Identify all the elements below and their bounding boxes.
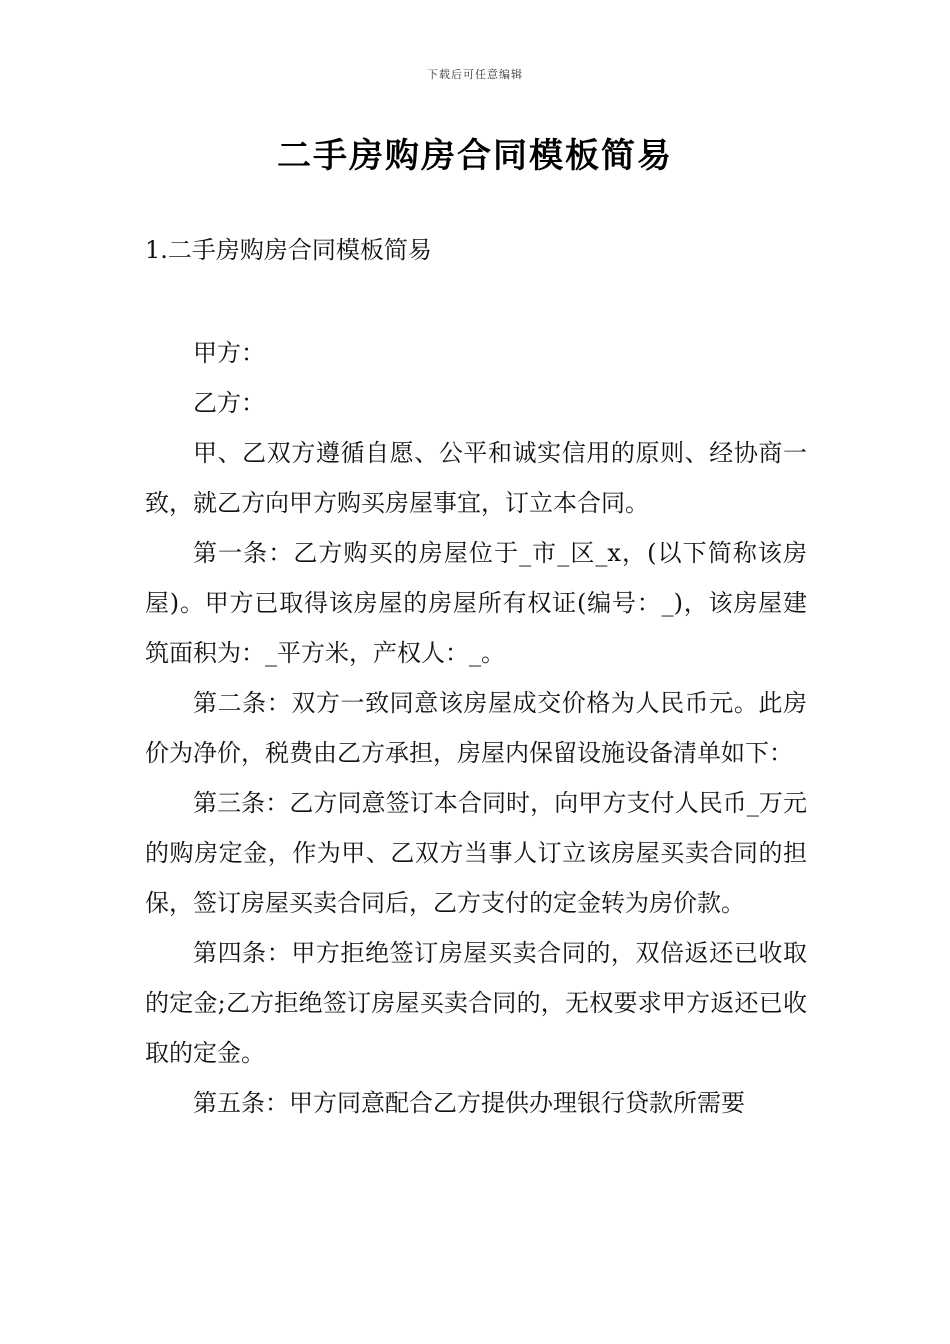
article-3-paragraph: 第三条：乙方同意签订本合同时，向甲方支付人民币_万元的购房定金，作为甲、乙双方当事人订立该房屋买卖合同的担保，签订房屋买卖合同后，乙方支付的定金转为房价款。	[145, 789, 807, 917]
article-4-paragraph: 第四条：甲方拒绝签订房屋买卖合同的，双倍返还已收取的定金;乙方拒绝签订房屋买卖合同的，无权要求甲方返还已收取的定金。	[145, 939, 807, 1067]
article-1-paragraph: 第一条：乙方购买的房屋位于_市_区_x，(以下简称该房屋)。甲方已取得该房屋的房屋所有权证(编号：_)，该房屋建筑面积为：_平方米，产权人：_。	[145, 539, 807, 667]
document-title: 二手房购房合同模板简易	[277, 136, 673, 176]
preamble-paragraph: 甲、乙双方遵循自愿、公平和诚实信用的原则、经协商一致，就乙方向甲方购买房屋事宜，订立本合同。	[145, 439, 807, 517]
article-2-paragraph: 第二条：双方一致同意该房屋成交价格为人民币元。此房价为净价，税费由乙方承担，房屋内保留设施设备清单如下：	[145, 689, 807, 767]
document-body	[145, 328, 807, 1128]
article-5-paragraph: 第五条：甲方同意配合乙方提供办理银行贷款所需要	[193, 1089, 745, 1117]
party-b-line: 乙方：	[193, 389, 265, 417]
section-heading: 1.二手房购房合同模板简易	[145, 236, 432, 264]
header-note: 下载后可任意编辑	[427, 68, 523, 81]
party-a-line: 甲方：	[193, 339, 265, 367]
